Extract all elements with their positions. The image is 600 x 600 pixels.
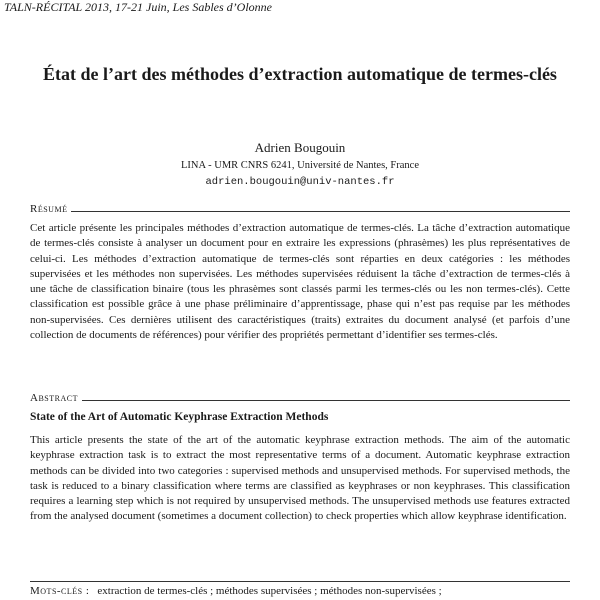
keywords-text: extraction de termes-clés ; méthodes supervisées ; méthodes non-supervisées ; xyxy=(97,585,442,597)
resume-heading-label: Résumé xyxy=(30,203,68,215)
resume-text: Cet article présente les principales méthodes d’extraction automatique de termes-clés. La tâche d’extraction automatique de termes-clés consiste à analyser un document pour en extraire les expressions (phrasèmes) les plus représentatives de celui-ci. Les méthodes d’extraction automatique de termes-clés sont réparties en deux catégories : les méthodes supervisées et les méthodes non supervisées. Les méthodes supervisées réduisent la tâche d’extraction de termes-clés à une tâche de classification binaire (tous les phrasèmes sont classés parmi les termes-clés ou les non termes-clés). Cette classification est possible grâce à une phase préliminaire d’apprentissage, phase qui n’est pas requise par les méthodes non-supervisées. Ces dernières utilisent des caractéristiques (traits) extraites du document analysé (et parfois d’une collection de documents de références) pour vérifier des propriétés permettant d’identifier ses termes-clés. xyxy=(30,222,570,342)
keywords-label: Mots-clés : xyxy=(30,585,90,597)
author-name: Adrien Bougouin xyxy=(254,140,346,155)
author-email: adrien.bougouin@univ-nantes.fr xyxy=(205,176,395,188)
abstract-heading-label: Abstract xyxy=(30,392,78,404)
paper-title: État de l’art des méthodes d’extraction automatique de termes-clés xyxy=(43,64,557,84)
keywords-line xyxy=(30,581,570,599)
author-affiliation: LINA - UMR CNRS 6241, Université de Nantes, France xyxy=(181,160,419,171)
abstract-text: This article presents the state of the art of the automatic keyphrase extraction methods. The aim of the automatic keyphrase extraction task is to extract the most representative terms of a document. Automatic keyphrase extraction methods can be divided into two categories : supervised methods and unsupervised methods. For supervised methods, the task is reduced to a binary classification where terms are classified as keyphrases or non keyphrases. This classification requires a learning step which is not required by unsupervised methods. The unsupervised methods use features extracted from the analysed document (sometimes a document collection) to check properties which allow keyphrase identification. xyxy=(30,434,570,523)
abstract-heading xyxy=(30,392,570,404)
conference-header: TALN-RÉCITAL 2013, 17-21 Juin, Les Sables d’Olonne xyxy=(4,0,272,14)
abstract-rule xyxy=(82,400,570,401)
resume-heading xyxy=(30,203,570,215)
resume-rule xyxy=(71,211,570,212)
abstract-title: State of the Art of Automatic Keyphrase Extraction Methods xyxy=(30,411,329,423)
